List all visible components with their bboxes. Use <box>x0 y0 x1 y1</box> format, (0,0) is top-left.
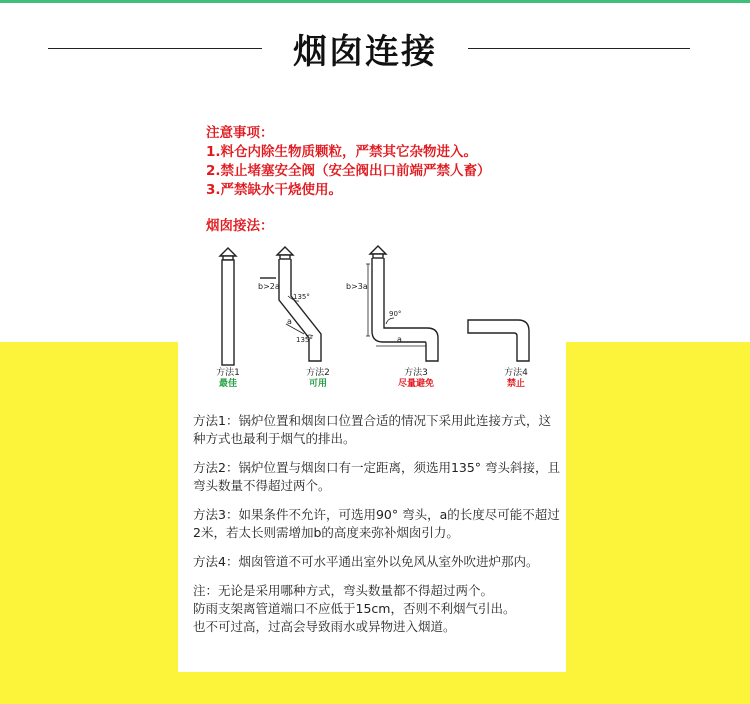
method-3-tag: 尽量避免 <box>397 379 434 389</box>
method-1-label <box>198 368 258 390</box>
method-3-name: 方法3 <box>404 368 428 378</box>
note-line-1: 注：无论是采用哪种方式，弯头数量都不得超过两个。 <box>193 583 494 598</box>
method-1-pipe <box>220 248 236 365</box>
notice-item-2: 2.禁止堵塞安全阀（安全阀出口前端严禁人畜） <box>206 163 491 179</box>
method-2-label <box>288 368 348 390</box>
notice-heading: 注意事项： <box>206 125 274 141</box>
method-4-name: 方法4 <box>504 368 528 378</box>
b2a-label: b>2a <box>258 282 280 291</box>
description-method-2: 方法2：锅炉位置与烟囱口有一定距离，须选用135° 弯头斜接，且弯头数量不得超过两个。 <box>193 460 561 493</box>
page-title: 烟囱连接 <box>293 32 437 72</box>
angle-135-top: 135° <box>293 293 310 301</box>
title-divider-right <box>468 48 690 49</box>
notice-section <box>206 124 491 200</box>
notice-item-3: 3.严禁缺水干烧使用。 <box>206 182 343 198</box>
angle-90: 90° <box>389 310 402 318</box>
a-label-method-3: a <box>397 335 402 344</box>
description-method-1: 方法1：锅炉位置和烟囱口位置合适的情况下采用此连接方式，这种方式也最利于烟气的排出。 <box>193 413 551 446</box>
title-row <box>0 22 750 72</box>
description-method-3: 方法3：如果条件不允许，可选用90° 弯头，a的长度尽可能不超过2米，若太长则需增加b的高度来弥补烟囱引力。 <box>193 507 560 540</box>
description-method-4: 方法4：烟囱管道不可水平通出室外以免风从室外吹进炉那内。 <box>193 554 539 569</box>
method-3-label <box>386 368 446 390</box>
method-4-tag: 禁止 <box>506 379 525 389</box>
method-2-name: 方法2 <box>306 368 330 378</box>
angle-135-bottom: 135° <box>296 336 313 344</box>
method-1-tag: 最佳 <box>218 379 237 389</box>
chimney-diagram <box>196 238 556 394</box>
notice-item-1: 1.料仓内除生物质颗粒，严禁其它杂物进入。 <box>206 144 478 160</box>
method-3-pipe <box>366 246 438 361</box>
method-descriptions <box>193 412 563 636</box>
method-4-label <box>486 368 546 390</box>
a-label-method-2: a <box>287 317 292 326</box>
note-line-2: 防雨支架离管道端口不应低于15cm，否则不利烟气引出。 <box>193 601 516 616</box>
note-line-3: 也不可过高，过高会导致雨水或异物进入烟道。 <box>193 619 456 634</box>
method-2-tag: 可用 <box>308 379 327 389</box>
method-4-pipe <box>468 320 529 361</box>
title-divider-left <box>48 48 262 49</box>
top-accent-line <box>0 0 750 3</box>
b3a-label: b>3a <box>346 282 368 291</box>
method-1-name: 方法1 <box>216 368 240 378</box>
connection-heading: 烟囱接法： <box>206 218 274 234</box>
